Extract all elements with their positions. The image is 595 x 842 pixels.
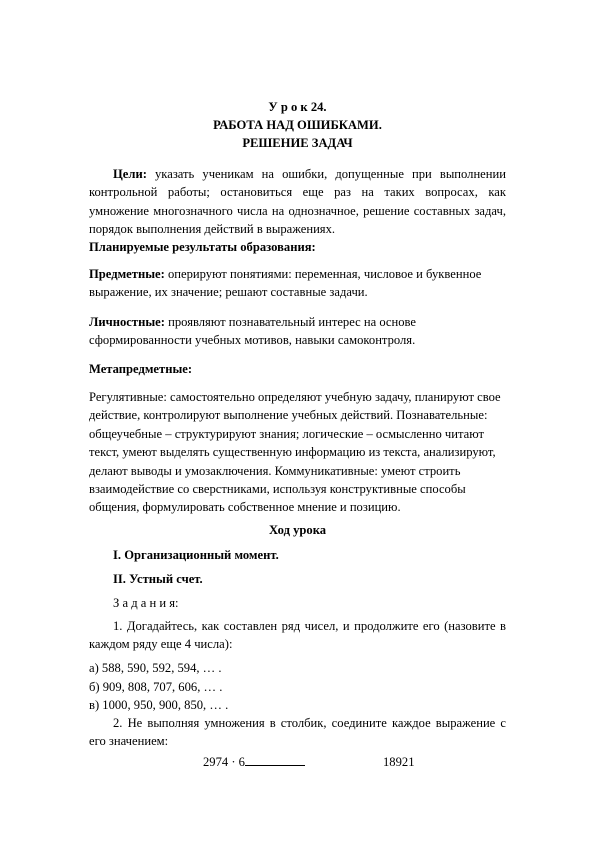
personal-label: Личностные: [89,315,165,329]
meta-line: взаимодействие со сверстниками, используя конструктивные способы [89,482,466,497]
expression-1: 2974 · 6 [203,755,245,769]
answer-blank [245,753,305,766]
expression-row [203,753,305,771]
goals-label: Цели: [113,167,147,181]
series-b: б) 909, 808, 707, 606, … . [89,679,223,694]
meta-line: текст, умеют выделять существенную информацию из текста, анализируют, [89,445,496,460]
goals-text: указать ученикам на ошибки, допущенные при выполнении контрольной работы; остановиться еще раз на таких вопросах, как умножение многозначного числа на однозначное, решение составных задач, порядок выполнения действий в выражениях. [89,167,506,237]
series-c: в) 1000, 950, 900, 850, … . [89,698,229,712]
meta-line: действие, контролируют выполнение учебных действий. Познавательные: [89,408,488,423]
meta-results-heading: Метапредметные: [89,362,193,376]
meta-line: общеучебные – структурируют знания; логические – осмысленно читают [89,426,484,441]
meta-line: Регулятивные: самостоятельно определяют учебную задачу, планируют свое [89,390,501,404]
value-1: 18921 [383,755,415,769]
lesson-number: У р о к 24. [268,100,327,114]
lesson-flow-heading: Ход урока [268,523,327,537]
meta-results-text [89,388,506,517]
subject-results [89,266,506,301]
personal-line2: сформированности учебных мотивов, навыки самоконтроля. [89,333,416,347]
series-a: а) 588, 590, 592, 594, … . [89,661,222,675]
meta-line: общения, формулировать собственное мнение и позицию. [89,500,401,515]
subject-line1: оперируют понятиями: переменная, числовое и буквенное [164,267,482,281]
tasks-label: З а д а н и я: [113,596,179,610]
planned-results-heading: Планируемые результаты образования: [89,240,316,254]
number-series-list [89,659,506,715]
task-1: 1. Догадайтесь, как составлен ряд чисел, и продолжите его (назовите в каждом ряду еще 4 числа): [89,619,506,651]
subject-line2: выражение, их значение; решают составные задачи. [89,284,368,299]
task-2: 2. Не выполняя умножения в столбик, соедините каждое выражение с его значением: [89,716,506,748]
personal-line1: проявляют познавательный интерес на основе [164,315,417,329]
personal-results [89,313,506,349]
goals-paragraph [89,165,506,239]
subject-label: Предметные: [89,267,165,281]
lesson-title-line2: РЕШЕНИЕ ЗАДАЧ [242,136,353,150]
meta-line: делают выводы и умозаключения. Коммуникативные: умеют строить [89,463,461,478]
stage-organizational: I. Организационный момент. [113,548,279,562]
lesson-title-line1: РАБОТА НАД ОШИБКАМИ. [213,118,382,132]
stage-oral-count: II. Устный счет. [113,572,203,586]
